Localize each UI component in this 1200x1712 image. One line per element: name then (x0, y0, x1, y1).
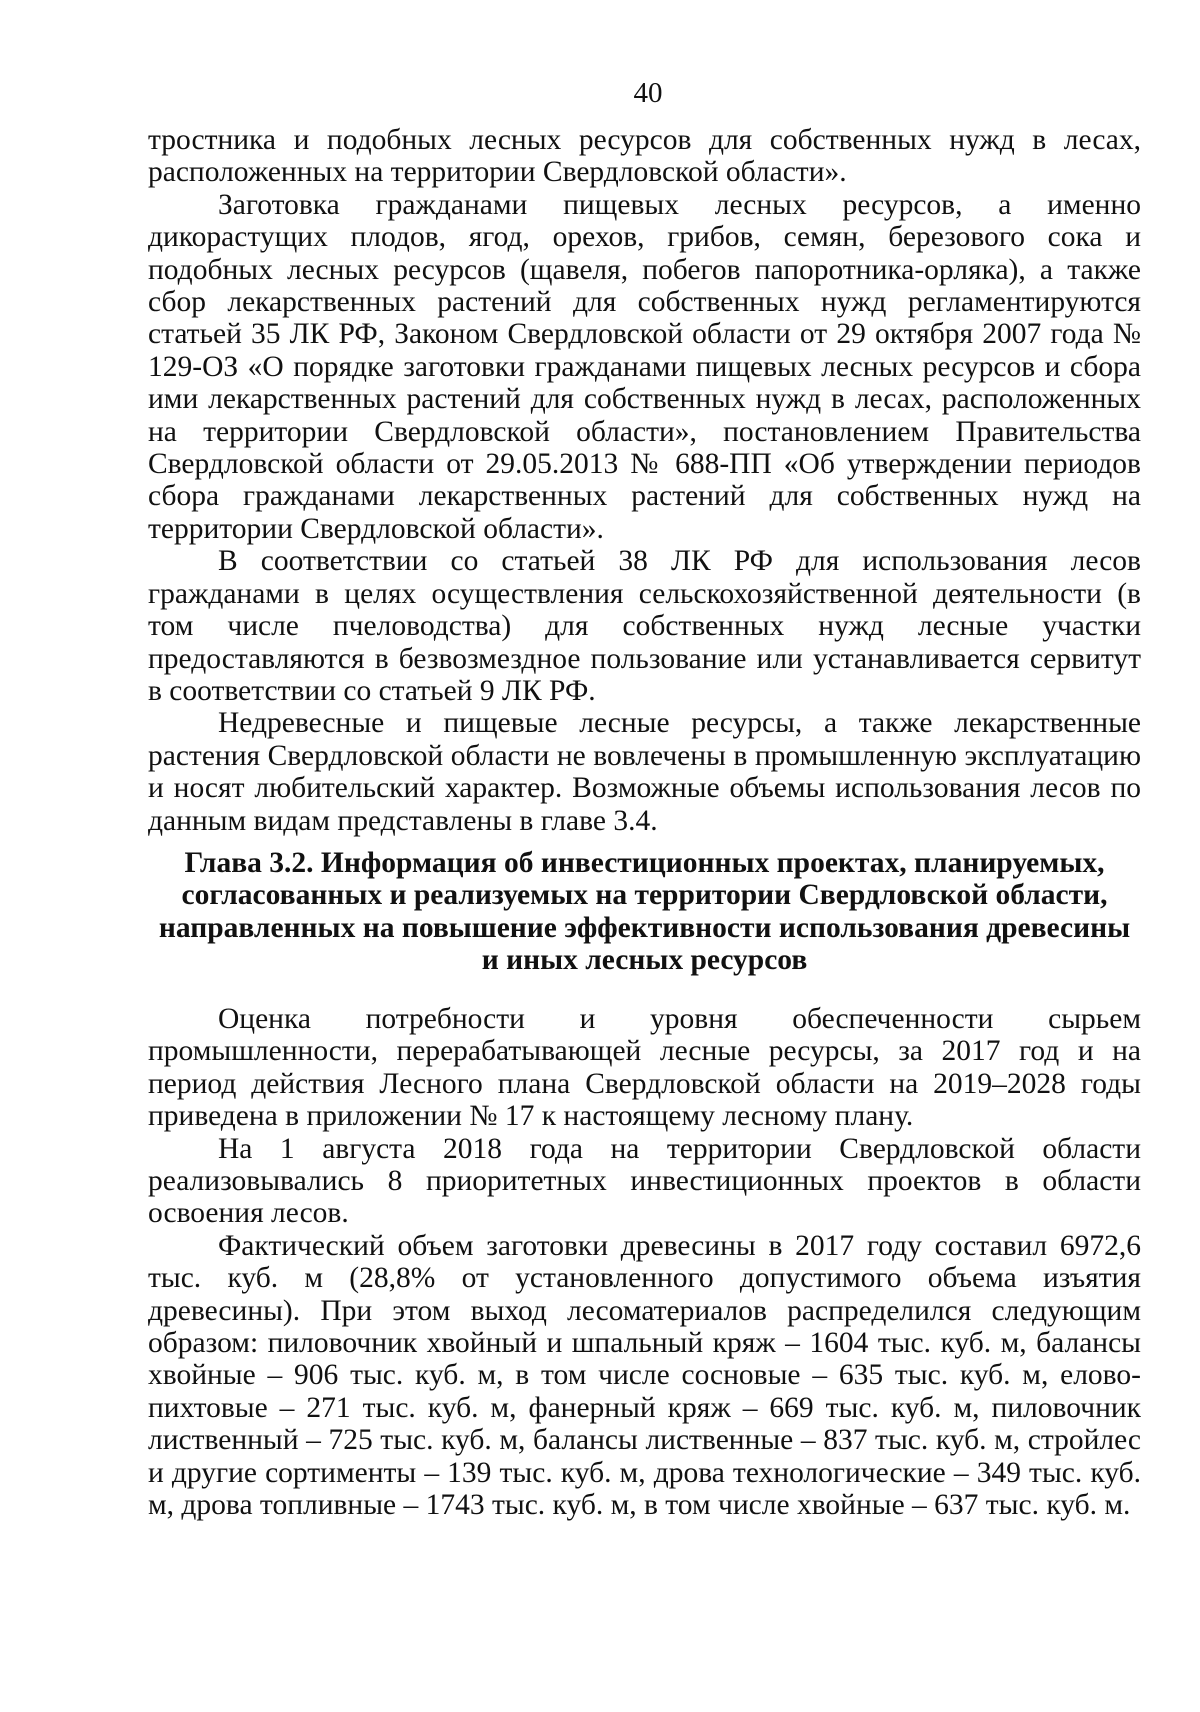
paragraph-food-resources: Заготовка гражданами пищевых лесных ресурсов, а именно дикорастущих плодов, ягод, орехов, грибов, семян, березового сока и подобных лесных ресурсов (щавеля, побегов папоротника-орляка), а также сбор лекарственных растений для собственных нужд регламентируются статьей 35 ЛК РФ, Законом Свердловской области от 29 октября 2007 года № 129-ОЗ «О порядке заготовки гражданами пищевых лесных ресурсов и сбора ими лекарственных растений для собственных нужд в лесах, расположенных на территории Свердловской области», постановлением Правительства Свердловской области от 29.05.2013 № 688-ПП «Об утверждении периодов сбора гражданами лекарственных растений для собственных нужд на территории Свердловской области». (148, 188, 1141, 545)
paragraph-investment-projects: На 1 августа 2018 года на территории Свердловской области реализовывались 8 приоритетных инвестиционных проектов в области освоения лесов. (148, 1132, 1141, 1230)
paragraph-agricultural-use: В соответствии со статьей 38 ЛК РФ для использования лесов гражданами в целях осуществления сельскохозяйственной деятельности (в том числе пчеловодства) для собственных нужд лесные участки предоставляются в безвозмездное пользование или устанавливается сервитут в соответствии со статьей 9 ЛК РФ. (148, 545, 1141, 707)
chapter-heading (148, 847, 1141, 977)
chapter-heading-line: направленных на повышение эффективности использования древесины (158, 911, 1131, 944)
chapter-heading-line: и иных лесных ресурсов (481, 944, 808, 977)
body-text-after-heading (148, 1003, 1141, 1522)
chapter-heading-line: согласованных и реализуемых на территории Свердловской области, (181, 879, 1108, 912)
chapter-heading-line: Глава 3.2. Информация об инвестиционных проектах, планируемых, (184, 847, 1105, 879)
body-text-before-heading (148, 124, 1141, 837)
page-number: 40 (633, 77, 663, 109)
paragraph-harvest-volume: Фактический объем заготовки древесины в 2017 году составил 6972,6 тыс. куб. м (28,8% от установленного допустимого объема изъятия древесины). При этом выход лесоматериалов распределился следующим образом: пиловочник хвойный и шпальный кряж – 1604 тыс. куб. м, балансы хвойные – 906 тыс. куб. м, в том числе сосновые – 635 тыс. куб. м, елово-пихтовые – 271 тыс. куб. м, фанерный кряж – 669 тыс. куб. м, пиловочник лиственный – 725 тыс. куб. м, балансы лиственные – 837 тыс. куб. м, стройлес и другие сортименты – 139 тыс. куб. м, дрова технологические – 349 тыс. куб. м, дрова топливные – 1743 тыс. куб. м, в том числе хвойные – 637 тыс. куб. м. (148, 1229, 1141, 1522)
paragraph-demand-assessment: Оценка потребности и уровня обеспеченности сырьем промышленности, перерабатывающей лесные ресурсы, за 2017 год и на период действия Лесного плана Свердловской области на 2019–2028 годы приведена в приложении № 17 к настоящему лесному плану. (148, 1003, 1141, 1133)
paragraph-continuation: тростника и подобных лесных ресурсов для собственных нужд в лесах, расположенных на территории Свердловской области». (148, 124, 1141, 189)
paragraph-non-timber-resources: Недревесные и пищевые лесные ресурсы, а также лекарственные растения Свердловской области не вовлечены в промышленную эксплуатацию и носят любительский характер. Возможные объемы использования лесов по данным видам представлены в главе 3.4. (148, 707, 1141, 837)
